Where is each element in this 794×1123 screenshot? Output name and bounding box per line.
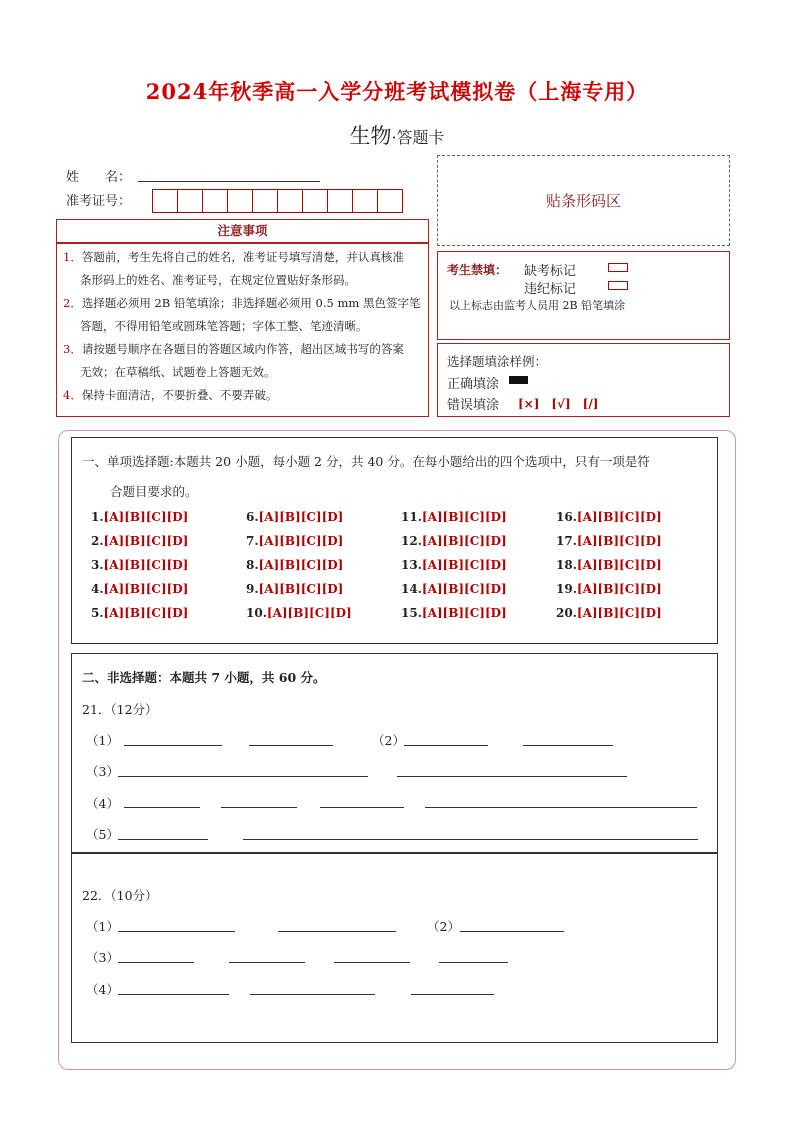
- violation-mark-box[interactable]: [608, 281, 628, 290]
- mc-question[interactable]: [556, 534, 662, 548]
- notice-box: [56, 243, 429, 417]
- mc-question-number: 10.: [246, 606, 267, 620]
- mc-question-number: 11.: [401, 510, 422, 524]
- q21-answer-blank[interactable]: [404, 745, 488, 746]
- q21-answer-blank[interactable]: [243, 839, 698, 840]
- mc-question-number: 4.: [91, 582, 104, 596]
- mc-options[interactable]: [A][B][C][D]: [258, 534, 344, 548]
- mc-question-number: 9.: [246, 582, 259, 596]
- section1-box: [71, 437, 718, 644]
- exam-id-digit-box[interactable]: [152, 189, 178, 213]
- mc-options[interactable]: [A][B][C][D]: [576, 534, 662, 548]
- mc-question-number: 15.: [401, 606, 422, 620]
- mc-options[interactable]: [A][B][C][D]: [266, 606, 352, 620]
- q22-answer-blank[interactable]: [439, 962, 508, 963]
- mc-question-number: 2.: [91, 534, 104, 548]
- mc-question-number: 5.: [91, 606, 104, 620]
- mc-question-number: 16.: [556, 510, 577, 524]
- exam-id-digit-box[interactable]: [252, 189, 278, 213]
- mc-options[interactable]: [A][B][C][D]: [576, 510, 662, 524]
- q21-answer-blank[interactable]: [397, 776, 627, 777]
- mc-question[interactable]: [91, 582, 188, 596]
- notice-item-number: 1．: [63, 250, 82, 264]
- name-field[interactable]: [138, 165, 320, 182]
- q21-answer-blank[interactable]: [320, 807, 404, 808]
- q21-part2-label: （2）: [372, 733, 405, 748]
- barcode-area: [437, 155, 730, 246]
- mc-options[interactable]: [A][B][C][D]: [103, 606, 189, 620]
- mc-question[interactable]: [91, 606, 188, 620]
- notice-item-text: 保持卡面清洁，不要折叠、不要弄破。: [81, 388, 278, 402]
- q21-answer-blank[interactable]: [221, 807, 297, 808]
- forbid-note: 以上标志由监考人员用 2B 铅笔填涂: [449, 299, 626, 312]
- absent-mark-label: 缺考标记: [524, 264, 577, 279]
- mc-question[interactable]: [91, 534, 188, 548]
- correct-fill-sample: [509, 376, 528, 384]
- q22-box: [71, 852, 718, 1043]
- mc-question-number: 3.: [91, 558, 104, 572]
- mc-question-number: 17.: [556, 534, 577, 548]
- mc-question[interactable]: [401, 510, 507, 524]
- section1-intro-line1: 一、单项选择题:本题共 20 小题，每小题 2 分，共 40 分。在每小题给出的四个选项中，只有一项是符: [82, 454, 650, 469]
- section2-intro: 二、非选择题：本题共 7 小题，共 60 分。: [82, 670, 326, 685]
- absent-mark-box[interactable]: [608, 263, 628, 272]
- exam-id-digit-box[interactable]: [177, 189, 203, 213]
- mc-question[interactable]: [401, 534, 507, 548]
- section2-q21-box: [71, 653, 718, 854]
- mc-question-number: 8.: [246, 558, 259, 572]
- q21-part5-label: （5）: [86, 827, 119, 842]
- mc-options[interactable]: [A][B][C][D]: [421, 558, 507, 572]
- q21-answer-blank[interactable]: [118, 776, 368, 777]
- notice-item-continuation: 答题，不得用铅笔或圆珠笔答题；字体工整、笔迹清晰。: [80, 319, 368, 333]
- notice-item-number: 2．: [63, 296, 82, 310]
- forbid-box: [437, 251, 730, 340]
- q22-part3-label: （3）: [86, 950, 119, 965]
- q21-answer-blank[interactable]: [523, 745, 613, 746]
- q21-title: 21．（12分）: [82, 702, 158, 717]
- notice-list: [63, 246, 425, 407]
- mc-options[interactable]: [A][B][C][D]: [258, 582, 344, 596]
- mc-question[interactable]: [556, 558, 662, 572]
- fill-example-title: 选择题填涂样例：: [447, 354, 548, 369]
- q22-part4-label: （4）: [86, 982, 119, 997]
- q21-answer-blank[interactable]: [124, 745, 222, 746]
- mc-options[interactable]: [A][B][C][D]: [421, 582, 507, 596]
- q22-answer-blank[interactable]: [118, 994, 229, 995]
- mc-question[interactable]: [556, 510, 662, 524]
- q22-part2-label: （2）: [427, 919, 460, 934]
- mc-options[interactable]: [A][B][C][D]: [258, 558, 344, 572]
- mc-question-number: 1.: [91, 510, 104, 524]
- barcode-area-label: 贴条形码区: [545, 192, 621, 210]
- mc-question-number: 12.: [401, 534, 422, 548]
- mc-question-number: 18.: [556, 558, 577, 572]
- notice-item: [63, 292, 425, 315]
- mc-options[interactable]: [A][B][C][D]: [576, 582, 662, 596]
- section1-intro-line2: 合题目要求的。: [110, 484, 198, 499]
- notice-item-number: 4．: [63, 388, 82, 402]
- mc-question[interactable]: [246, 582, 343, 596]
- q21-answer-blank[interactable]: [249, 745, 333, 746]
- mc-question-number: 7.: [246, 534, 259, 548]
- notice-header: [56, 219, 429, 243]
- q22-answer-blank[interactable]: [460, 931, 564, 932]
- mc-options[interactable]: [A][B][C][D]: [103, 534, 189, 548]
- mc-options[interactable]: [A][B][C][D]: [421, 534, 507, 548]
- mc-question[interactable]: [401, 606, 507, 620]
- wrong-fill-label: 错误填涂: [447, 398, 500, 413]
- q21-answer-blank[interactable]: [425, 807, 697, 808]
- mc-options[interactable]: [A][B][C][D]: [576, 606, 662, 620]
- mc-options[interactable]: [A][B][C][D]: [258, 510, 344, 524]
- exam-id-digit-box[interactable]: [302, 189, 328, 213]
- exam-id-digit-box[interactable]: [327, 189, 353, 213]
- notice-item-text: 请按题号顺序在各题目的答题区域内作答，超出区域书写的答案: [81, 342, 404, 356]
- q21-answer-blank[interactable]: [118, 839, 208, 840]
- mc-question[interactable]: [401, 582, 507, 596]
- notice-item-number: 3．: [63, 342, 82, 356]
- exam-id-digit-box[interactable]: [377, 189, 403, 213]
- mc-options[interactable]: [A][B][C][D]: [103, 558, 189, 572]
- notice-item-text: 答题前，考生先将自己的姓名，准考证号填写清楚，并认真核准: [81, 250, 404, 264]
- mc-question[interactable]: [556, 582, 662, 596]
- correct-fill-label: 正确填涂: [447, 377, 500, 392]
- notice-item: [63, 338, 425, 361]
- mc-question-number: 13.: [401, 558, 422, 572]
- mc-question-number: 19.: [556, 582, 577, 596]
- mc-question[interactable]: [246, 558, 343, 572]
- notice-item-text: 选择题必须用 2B 铅笔填涂；非选择题必须用 0.5 mm 黑色签字笔: [81, 296, 421, 310]
- q21-part4-label: （4）: [86, 796, 119, 811]
- name-label: 姓 名：: [66, 170, 132, 185]
- mc-options[interactable]: [A][B][C][D]: [103, 510, 189, 524]
- q22-part1-label: （1）: [86, 919, 119, 934]
- notice-item: [63, 384, 425, 407]
- subject-title: [0, 120, 794, 150]
- exam-title: 2024年秋季高一入学分班考试模拟卷（上海专用）: [145, 79, 649, 104]
- exam-id-digit-box[interactable]: [352, 189, 378, 213]
- mc-question[interactable]: [401, 558, 507, 572]
- subject-name: 生物: [349, 124, 392, 148]
- q22-answer-blank[interactable]: [250, 994, 375, 995]
- mc-question[interactable]: [91, 510, 188, 524]
- notice-item: [63, 246, 425, 269]
- q21-part3-label: （3）: [86, 764, 119, 779]
- mc-question-number: 6.: [246, 510, 259, 524]
- exam-id-boxes[interactable]: [152, 189, 402, 213]
- wrong-fill-samples: [×] [√] [/]: [518, 397, 599, 411]
- violation-mark-label: 违纪标记: [524, 282, 577, 297]
- q22-answer-blank[interactable]: [118, 931, 235, 932]
- q22-answer-blank[interactable]: [334, 962, 410, 963]
- mc-question[interactable]: [246, 510, 343, 524]
- forbid-label: 考生禁填：: [447, 263, 508, 277]
- mc-question[interactable]: [246, 606, 352, 620]
- q22-answer-blank[interactable]: [229, 962, 305, 963]
- q22-title: 22．（10分）: [82, 888, 158, 903]
- notice-item-continuation: 无效；在草稿纸、试题卷上答题无效。: [80, 365, 276, 379]
- mc-question[interactable]: [246, 534, 343, 548]
- notice-title: 注意事项: [217, 223, 268, 238]
- mc-question[interactable]: [556, 606, 662, 620]
- mc-options[interactable]: [A][B][C][D]: [103, 582, 189, 596]
- mc-options[interactable]: [A][B][C][D]: [421, 606, 507, 620]
- mc-options[interactable]: [A][B][C][D]: [421, 510, 507, 524]
- mc-options[interactable]: [A][B][C][D]: [576, 558, 662, 572]
- mc-question-number: 14.: [401, 582, 422, 596]
- q22-answer-blank[interactable]: [118, 962, 194, 963]
- exam-id-digit-box[interactable]: [227, 189, 253, 213]
- exam-id-digit-box[interactable]: [277, 189, 303, 213]
- exam-id-digit-box[interactable]: [202, 189, 228, 213]
- mc-question-number: 20.: [556, 606, 577, 620]
- q21-part1-label: （1）: [86, 733, 119, 748]
- q22-answer-blank[interactable]: [411, 994, 494, 995]
- q21-answer-blank[interactable]: [124, 807, 200, 808]
- notice-item-continuation: 条形码上的姓名、准考证号，在规定位置贴好条形码。: [80, 273, 356, 287]
- fill-example-box: [437, 343, 730, 417]
- q22-answer-blank[interactable]: [278, 931, 396, 932]
- mc-question[interactable]: [91, 558, 188, 572]
- card-label: ·答题卡: [391, 128, 445, 147]
- exam-id-label: 准考证号：: [66, 194, 132, 209]
